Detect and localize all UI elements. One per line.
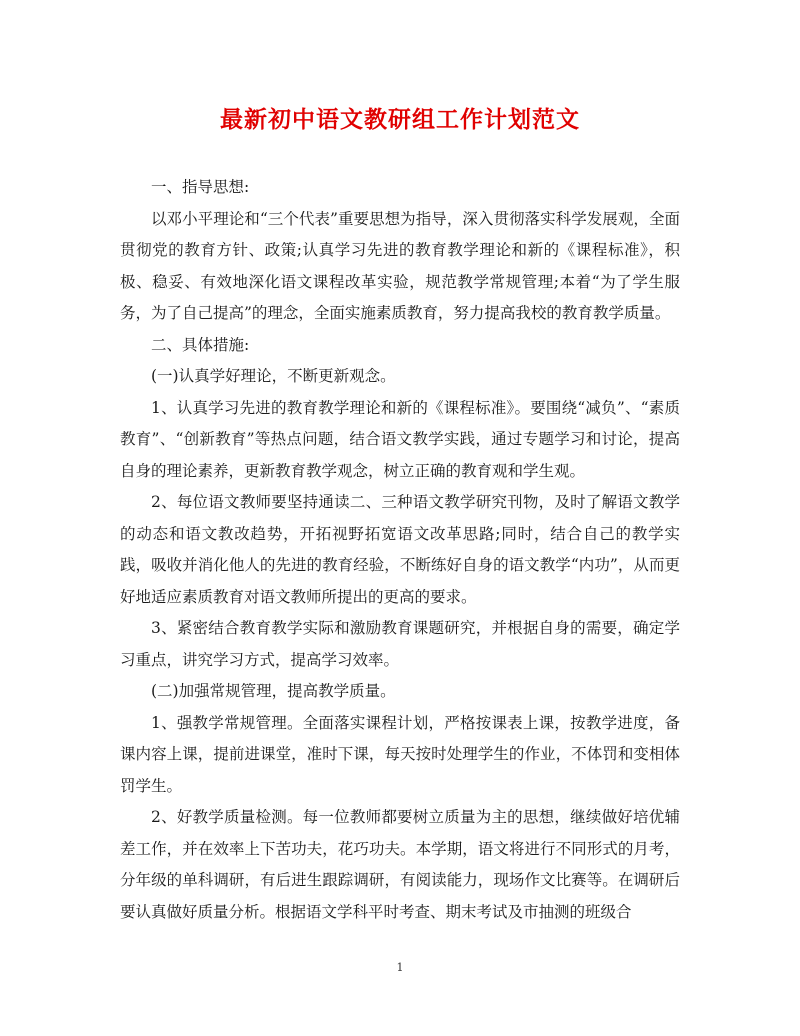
document-body: [120, 172, 680, 928]
page-number: 1: [396, 961, 404, 974]
section-heading-guiding-ideology: 一、指导思想:: [151, 178, 250, 196]
paragraph-guiding-ideology: 以邓小平理论和“三个代表”重要思想为指导，深入贯彻落实科学发展观，全面贯彻党的教育方针、政策;认真学习先进的教育教学理论和新的《课程标准》，积极、稳妥、有效地深化语文课程改革实验，规范教学常规管理;本着“为了学生服务，为了自己提高”的理念，全面实施素质教育，努力提高我校的教育教学质量。: [120, 209, 680, 322]
paragraph-measure-1: 1、认真学习先进的教育教学理论和新的《课程标准》。要围绕“减负”、“素质教育”、“创新教育”等热点问题，结合语文教学实践，通过专题学习和讨论，提高自身的理论素养，更新教育教学观念，树立正确的教育观和学生观。: [120, 398, 680, 480]
paragraph-measure-3: 3、紧密结合教育教学实际和激励教育课题研究，并根据自身的需要，确定学习重点，讲究学习方式，提高学习效率。: [120, 619, 680, 669]
paragraph-routine-2: 2、好教学质量检测。每一位教师都要树立质量为主的思想，继续做好培优辅差工作，并在效率上下苦功夫，花巧功夫。本学期，语文将进行不同形式的月考，分年级的单科调研，有后进生跟踪调研，有阅读能力，现场作文比赛等。在调研后要认真做好质量分析。根据语文学科平时考查、期末考试及市抽测的班级合: [120, 808, 680, 921]
subheading-theory-study: (一)认真学好理论，不断更新观念。: [151, 367, 396, 385]
paragraph-routine-1: 1、强教学常规管理。全面落实课程计划，严格按课表上课，按教学进度，备课内容上课，提前进课堂，准时下课，每天按时处理学生的作业，不体罚和变相体罚学生。: [120, 713, 680, 795]
subheading-routine-management: (二)加强常规管理，提高教学质量。: [151, 682, 396, 700]
document-title: 最新初中语文教研组工作计划范文: [220, 106, 580, 133]
paragraph-measure-2: 2、每位语文教师要坚持通读二、三种语文教学研究刊物，及时了解语文教学的动态和语文教改趋势，开拓视野拓宽语文改革思路;同时，结合自己的教学实践，吸收并消化他人的先进的教育经验，不断练好自身的语文教学“内功”，从而更好地适应素质教育对语文教师所提出的更高的要求。: [120, 493, 680, 606]
section-heading-measures: 二、具体措施:: [151, 335, 250, 354]
